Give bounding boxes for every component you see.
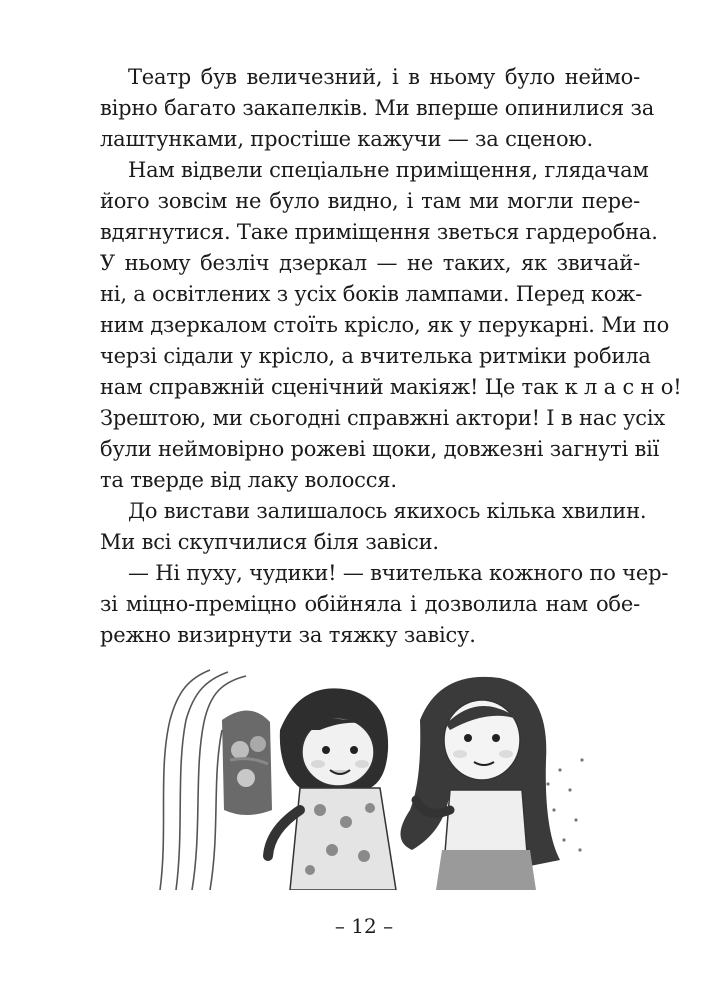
sparkles-icon [546,758,583,851]
text-line: У ньому безліч дзеркал — не таких, як звичай- [100,251,640,275]
text-line: були неймовірно рожеві щоки, довжезні загнуті вії [100,437,660,461]
text-line: зі міцно-преміцно обійняла і дозволила нам обе- [100,592,640,616]
text-line: режно визирнути за тяжку завісу. [100,623,476,647]
girl-long-hair-icon [400,677,560,890]
text-line: черзі сідали у крісло, а вчителька ритміки робила [100,344,651,368]
text-line: Зрештою, ми сьогодні справжні актори! І в нас усіх [100,406,665,430]
text-line: його зовсім не було видно, і там ми могли пере- [100,189,640,213]
audience-window-icon [222,710,272,815]
text-line: вдягнутися. Таке приміщення зветься гардеробна. [100,220,658,244]
text-line: Театр був величезний, і в ньому було неймо- [128,65,640,89]
page-number: – 12 – [334,914,394,938]
text-line: лаштунками, простіше кажучи — за сценою. [100,127,593,151]
body-text [100,62,682,651]
text-line: До вистави залишалось якихось кілька хвилин. [128,499,647,523]
text-line: та тверде від лаку волосся. [100,468,397,492]
text-line: нам справжній сценічний макіяж! Це так к л а с н о! [100,375,682,399]
text-line: вірно багато закапелків. Ми вперше опинилися за [100,96,655,120]
text-line: Ми всі скупчилися біля завіси. [100,530,439,554]
text-line: — Ні пуху, чудики! — вчителька кожного по чер- [128,561,669,585]
illustration-girls-behind-curtain [150,660,590,890]
text-line: ним дзеркалом стоїть крісло, як у перукарні. Ми по [100,313,670,337]
text-line: Нам відвели спеціальне приміщення, глядачам [128,158,649,182]
text-line: ні, а освітлених з усіх боків лампами. Перед кож- [100,282,643,306]
girl-dark-hair-icon [268,688,396,890]
